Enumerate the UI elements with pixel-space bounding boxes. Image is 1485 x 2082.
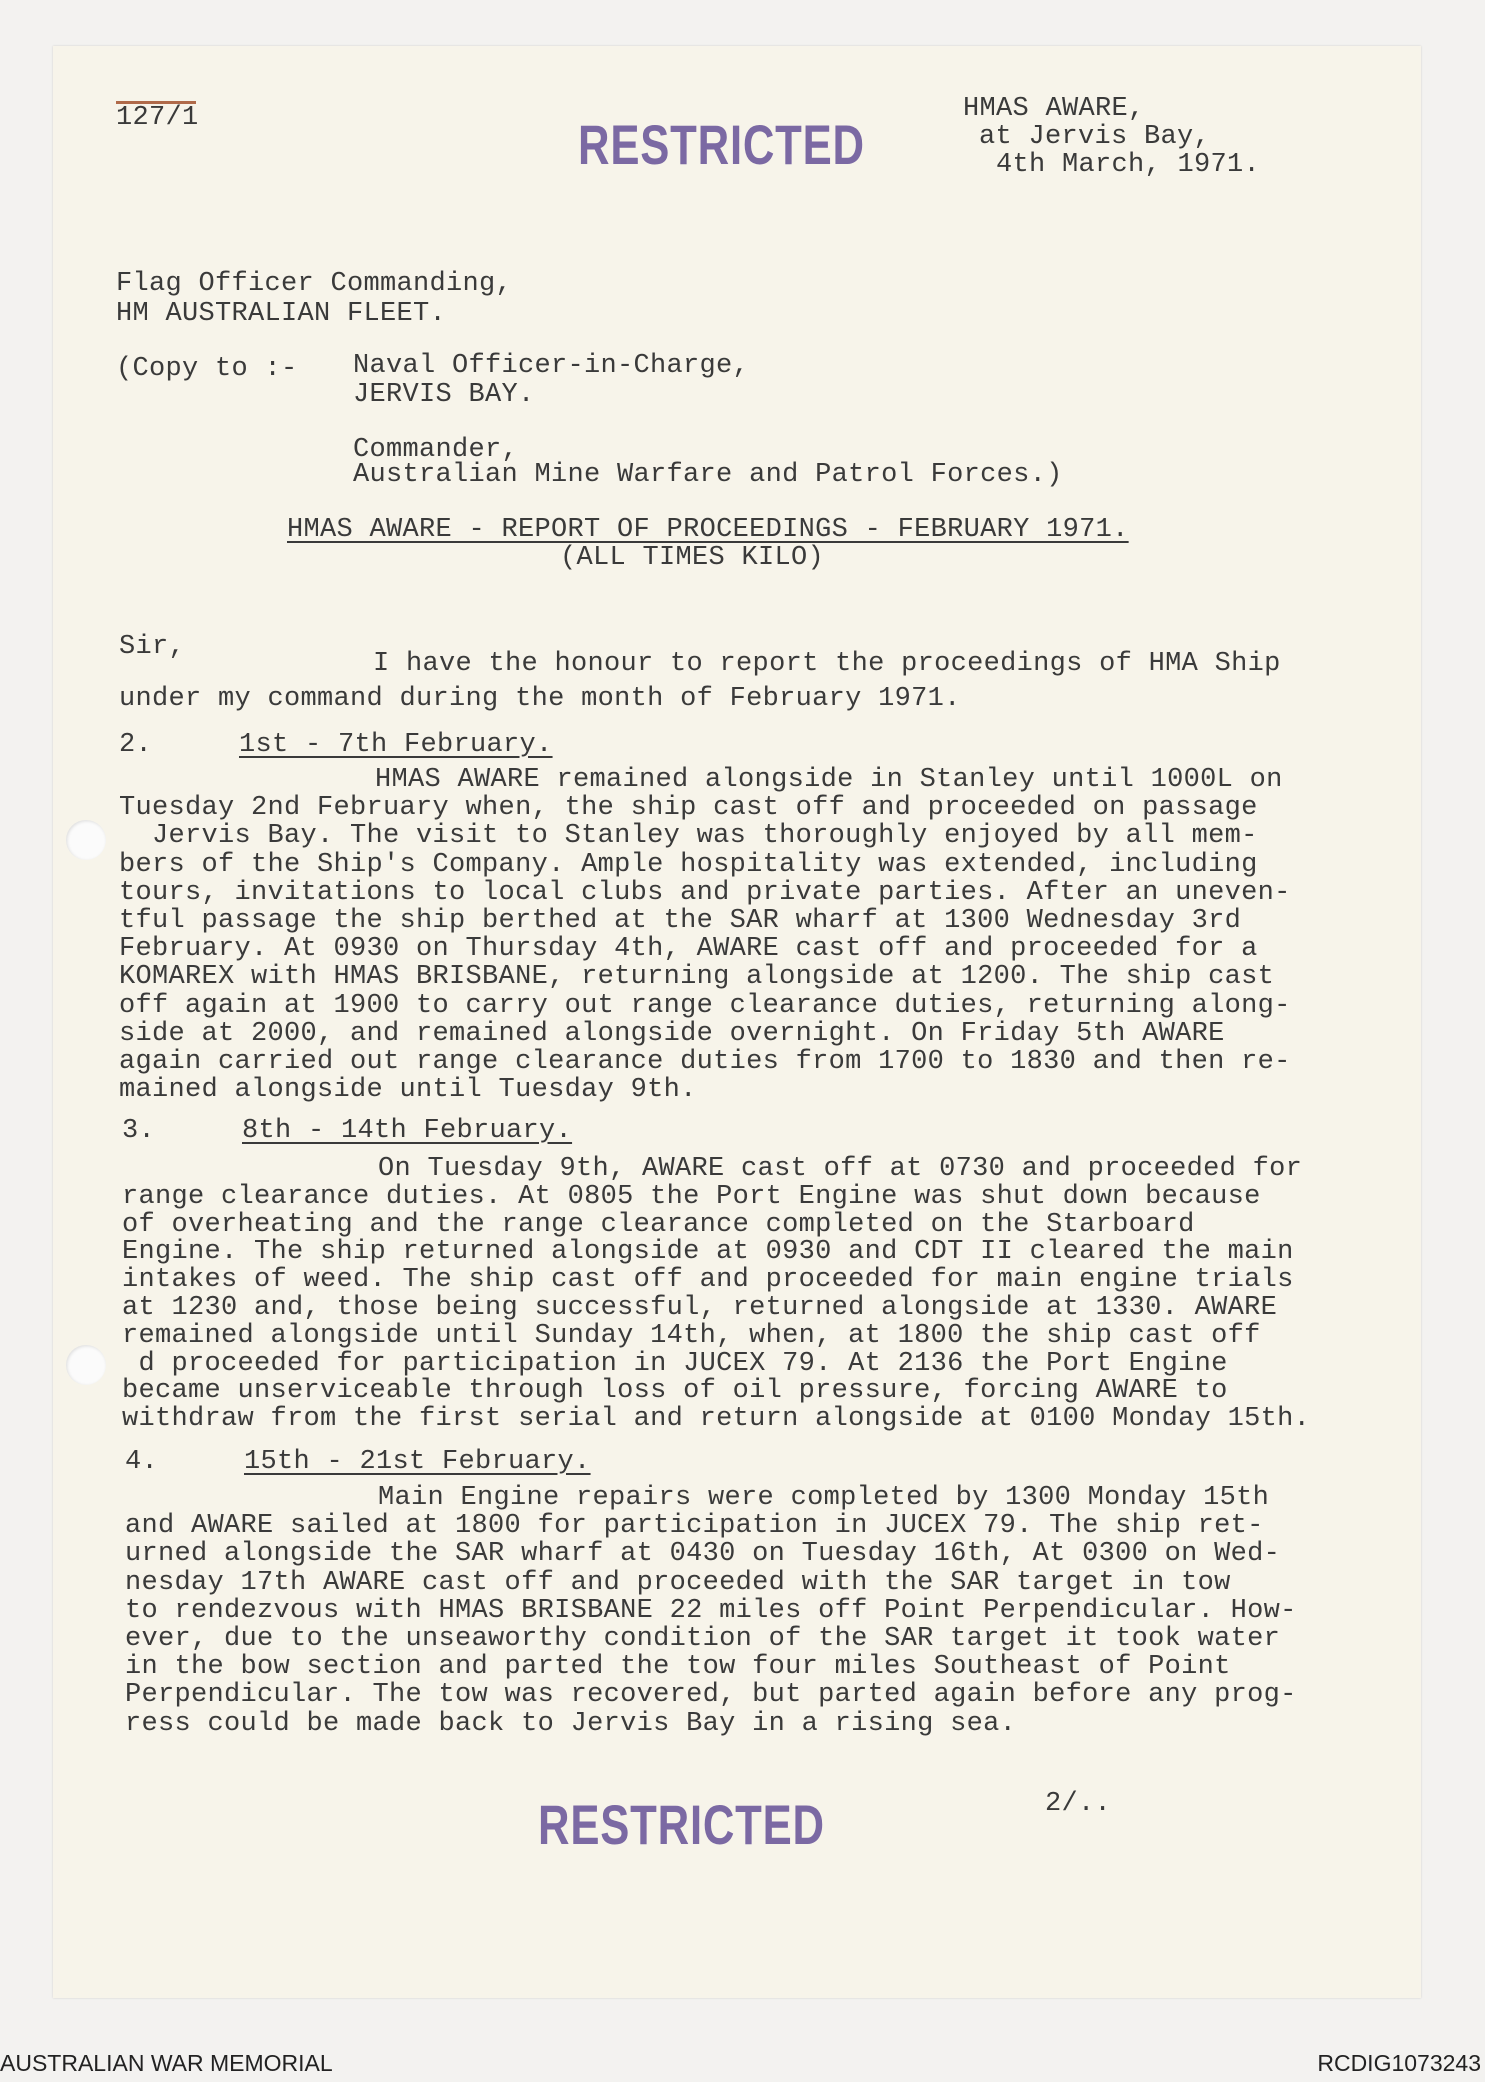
intro-line: under my command during the month of February 1971. xyxy=(119,684,961,714)
footer-archive-name: AUSTRALIAN WAR MEMORIAL xyxy=(0,2050,333,2076)
body-line: February. At 0930 on Thursday 4th, AWARE cast off and proceeded for a xyxy=(119,934,1258,964)
body-line: Jervis Bay. The visit to Stanley was thoroughly enjoyed by all mem- xyxy=(119,821,1258,851)
restricted-stamp-bottom: RESTRICTED xyxy=(538,1793,825,1856)
body-line: Tuesday 2nd February when, the ship cast off and proceeded on passage xyxy=(119,793,1258,823)
body-line: urned alongside the SAR wharf at 0430 on Tuesday 16th, At 0300 on Wed- xyxy=(125,1539,1281,1569)
report-subtitle: (ALL TIMES KILO) xyxy=(560,543,825,573)
body-line: Engine. The ship returned alongside at 0930 and CDT II cleared the main xyxy=(122,1237,1294,1267)
copy-to-line: Commander, xyxy=(353,435,519,465)
body-line: On Tuesday 9th, AWARE cast off at 0730 and proceeded for xyxy=(378,1154,1303,1184)
body-line: nesday 17th AWARE cast off and proceeded with the SAR target in tow xyxy=(125,1568,1231,1598)
section-number: 4. xyxy=(125,1447,159,1477)
body-line: HMAS AWARE remained alongside in Stanley until 1000L on xyxy=(375,765,1283,795)
body-line: off again at 1900 to carry out range clearance duties, returning along- xyxy=(119,991,1291,1021)
body-line: became unserviceable through loss of oil pressure, forcing AWARE to xyxy=(122,1376,1228,1406)
reference-number: 127/1 xyxy=(116,103,199,133)
report-title: HMAS AWARE - REPORT OF PROCEEDINGS - FEBRUARY 1971. xyxy=(287,515,1129,545)
body-line: to rendezvous with HMAS BRISBANE 22 miles off Point Perpendicular. How- xyxy=(125,1596,1297,1626)
body-line: Main Engine repairs were completed by 1300 Monday 15th xyxy=(378,1483,1270,1513)
copy-to-label: (Copy to :- xyxy=(116,354,298,384)
body-line: bers of the Ship's Company. Ample hospitality was extended, including xyxy=(119,850,1258,880)
punch-hole xyxy=(66,1345,106,1385)
copy-to-line: Australian Mine Warfare and Patrol Forces.) xyxy=(353,460,1063,490)
sender-line: at Jervis Bay, xyxy=(979,122,1211,152)
body-line: ress could be made back to Jervis Bay in a rising sea. xyxy=(125,1709,1017,1739)
salutation: Sir, xyxy=(119,632,186,662)
body-line: in the bow section and parted the tow four miles Southeast of Point xyxy=(125,1652,1231,1682)
page-continuation: 2/.. xyxy=(1045,1789,1112,1819)
body-line: at 1230 and, those being successful, returned alongside at 1330. AWARE xyxy=(122,1293,1278,1323)
body-line: again carried out range clearance duties from 1700 to 1830 and then re- xyxy=(119,1047,1291,1077)
copy-to-line: JERVIS BAY. xyxy=(353,380,535,410)
section-number: 3. xyxy=(122,1116,156,1146)
restricted-stamp-top: RESTRICTED xyxy=(578,113,865,176)
body-line: tours, invitations to local clubs and private parties. After an uneven- xyxy=(119,878,1291,908)
sender-date: 4th March, 1971. xyxy=(996,150,1261,180)
body-line: Perpendicular. The tow was recovered, but parted again before any prog- xyxy=(125,1680,1297,1710)
sender-line: HMAS AWARE, xyxy=(963,94,1145,124)
section-number: 2. xyxy=(119,730,153,760)
body-line: intakes of weed. The ship cast off and proceeded for main engine trials xyxy=(122,1265,1294,1295)
intro-line: I have the honour to report the proceedings of HMA Ship xyxy=(373,649,1281,679)
body-line: range clearance duties. At 0805 the Port Engine was shut down because xyxy=(122,1182,1261,1212)
section-heading: 15th - 21st February. xyxy=(244,1447,591,1477)
body-line: of overheating and the range clearance completed on the Starboard xyxy=(122,1210,1195,1240)
body-line: remained alongside until Sunday 14th, when, at 1800 the ship cast off xyxy=(122,1321,1261,1351)
punch-hole xyxy=(66,820,106,860)
body-line: and AWARE sailed at 1800 for participation in JUCEX 79. The ship ret- xyxy=(125,1511,1264,1541)
section-heading: 8th - 14th February. xyxy=(242,1116,573,1146)
footer-record-id: RCDIG1073243 xyxy=(1317,2050,1481,2076)
addressee-line: Flag Officer Commanding, xyxy=(116,269,513,299)
body-line: withdraw from the first serial and return alongside at 0100 Monday 15th. xyxy=(122,1404,1311,1434)
addressee-line: HM AUSTRALIAN FLEET. xyxy=(116,299,447,329)
body-line: side at 2000, and remained alongside overnight. On Friday 5th AWARE xyxy=(119,1019,1225,1049)
body-line: ever, due to the unseaworthy condition of the SAR target it took water xyxy=(125,1624,1281,1654)
section-heading: 1st - 7th February. xyxy=(239,730,553,760)
body-line: tful passage the ship berthed at the SAR wharf at 1300 Wednesday 3rd xyxy=(119,906,1242,936)
copy-to-line: Naval Officer-in-Charge, xyxy=(353,351,750,381)
body-line: KOMAREX with HMAS BRISBANE, returning alongside at 1200. The ship cast xyxy=(119,962,1275,992)
body-line: d proceeded for participation in JUCEX 79. At 2136 the Port Engine xyxy=(122,1349,1228,1379)
body-line: mained alongside until Tuesday 9th. xyxy=(119,1075,697,1105)
